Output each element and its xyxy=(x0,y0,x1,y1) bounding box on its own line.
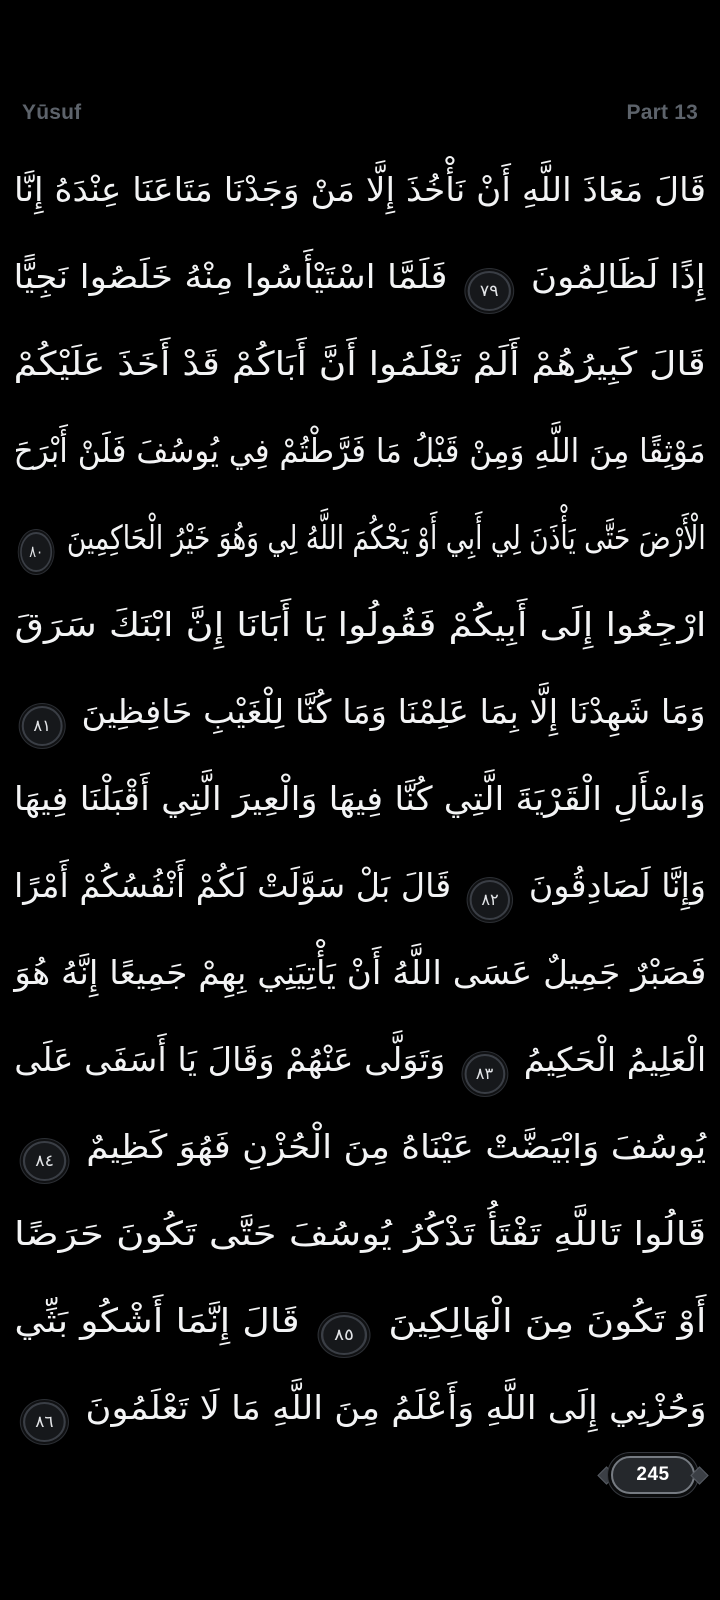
quran-line xyxy=(14,146,706,233)
quran-line xyxy=(14,407,706,494)
quran-line xyxy=(14,1190,706,1277)
quran-line-text: وَمَا شَهِدْنَا إِلَّا بِمَا عَلِمْنَا وَمَا كُنَّا لِلْغَيْبِ حَافِظِينَ ٨١ xyxy=(14,668,706,755)
quran-line-text: الْأَرْضَ حَتَّى يَأْذَنَ لِي أَبِي أَوْ يَحْكُمَ اللَّهُ لِي وَهُوَ خَيْرُ الْحَاكِمِينَ ٨٠ xyxy=(14,494,706,581)
quran-line xyxy=(14,929,706,1016)
page-number-badge[interactable] xyxy=(602,1454,704,1496)
quran-line-text: قَالُوا تَاللَّهِ تَفْتَأُ تَذْكُرُ يُوسُفَ حَتَّى تَكُونَ حَرَضًا xyxy=(14,1214,706,1254)
quran-line xyxy=(14,1277,706,1364)
juz-part-label: Part 13 xyxy=(626,101,698,124)
quran-line-text: وَاسْأَلِ الْقَرْيَةَ الَّتِي كُنَّا فِيهَا وَالْعِيرَ الَّتِي أَقْبَلْنَا فِيهَا xyxy=(14,779,706,819)
quran-line xyxy=(14,233,706,320)
quran-line-text: أَوْ تَكُونَ مِنَ الْهَالِكِينَ ٨٥ قَالَ إِنَّمَا أَشْكُو بَثِّي xyxy=(14,1277,706,1364)
quran-line-text: فَصَبْرٌ جَمِيلٌ عَسَى اللَّهُ أَنْ يَأْتِيَنِي بِهِمْ جَمِيعًا إِنَّهُ هُوَ xyxy=(14,953,706,993)
quran-line-text: وَإِنَّا لَصَادِقُونَ ٨٢ قَالَ بَلْ سَوَّلَتْ لَكُمْ أَنْفُسُكُمْ أَمْرًا xyxy=(14,842,706,929)
badge-pill xyxy=(611,1456,695,1494)
quran-line-text: قَالَ مَعَاذَ اللَّهِ أَنْ نَأْخُذَ إِلَّا مَنْ وَجَدْنَا مَتَاعَنَا عِنْدَهُ إِنَّا xyxy=(14,170,706,210)
quran-line-text: يُوسُفَ وَابْيَضَّتْ عَيْنَاهُ مِنَ الْحُزْنِ فَهُوَ كَظِيمٌ ٨٤ xyxy=(14,1103,706,1190)
surah-name: Yūsuf xyxy=(22,101,82,124)
quran-line xyxy=(14,320,706,407)
ayah-number-medallion-icon: ٨٠ xyxy=(20,532,52,572)
ayah-number-medallion-icon: ٨٦ xyxy=(23,1402,66,1442)
ayah-number-medallion-icon: ٨١ xyxy=(22,706,63,746)
quran-line xyxy=(14,668,706,755)
quran-line-text: وَحُزْنِي إِلَى اللَّهِ وَأَعْلَمُ مِنَ اللَّهِ مَا لَا تَعْلَمُونَ ٨٦ xyxy=(14,1364,706,1451)
quran-line xyxy=(14,494,706,581)
ayah-number-medallion-icon: ٨٢ xyxy=(470,880,510,920)
quran-line xyxy=(14,1103,706,1190)
quran-line-text: قَالَ كَبِيرُهُمْ أَلَمْ تَعْلَمُوا أَنَّ أَبَاكُمْ قَدْ أَخَذَ عَلَيْكُمْ xyxy=(14,344,706,384)
page-number: 245 xyxy=(636,1464,670,1485)
quran-line xyxy=(14,1016,706,1103)
quran-line-text: مَوْثِقًا مِنَ اللَّهِ وَمِنْ قَبْلُ مَا فَرَّطْتُمْ فِي يُوسُفَ فَلَنْ أَبْرَحَ xyxy=(14,431,706,471)
mushaf-page[interactable] xyxy=(14,146,706,1456)
quran-line-text: ارْجِعُوا إِلَى أَبِيكُمْ فَقُولُوا يَا أَبَانَا إِنَّ ابْنَكَ سَرَقَ xyxy=(14,605,706,645)
ayah-number-medallion-icon: ٨٥ xyxy=(321,1315,367,1355)
quran-line xyxy=(14,755,706,842)
quran-line xyxy=(14,842,706,929)
ayah-number-medallion-icon: ٧٩ xyxy=(468,271,511,311)
quran-line xyxy=(14,581,706,668)
ayah-number-medallion-icon: ٨٤ xyxy=(23,1141,66,1181)
ayah-number-medallion-icon: ٨٣ xyxy=(464,1054,505,1094)
page-header xyxy=(22,98,698,128)
quran-line xyxy=(14,1364,706,1451)
quran-line-text: الْعَلِيمُ الْحَكِيمُ ٨٣ وَتَوَلَّى عَنْهُمْ وَقَالَ يَا أَسَفَى عَلَى xyxy=(14,1016,706,1103)
quran-line-text: إِذًا لَظَالِمُونَ ٧٩ فَلَمَّا اسْتَيْأَسُوا مِنْهُ خَلَصُوا نَجِيًّا xyxy=(14,233,706,320)
